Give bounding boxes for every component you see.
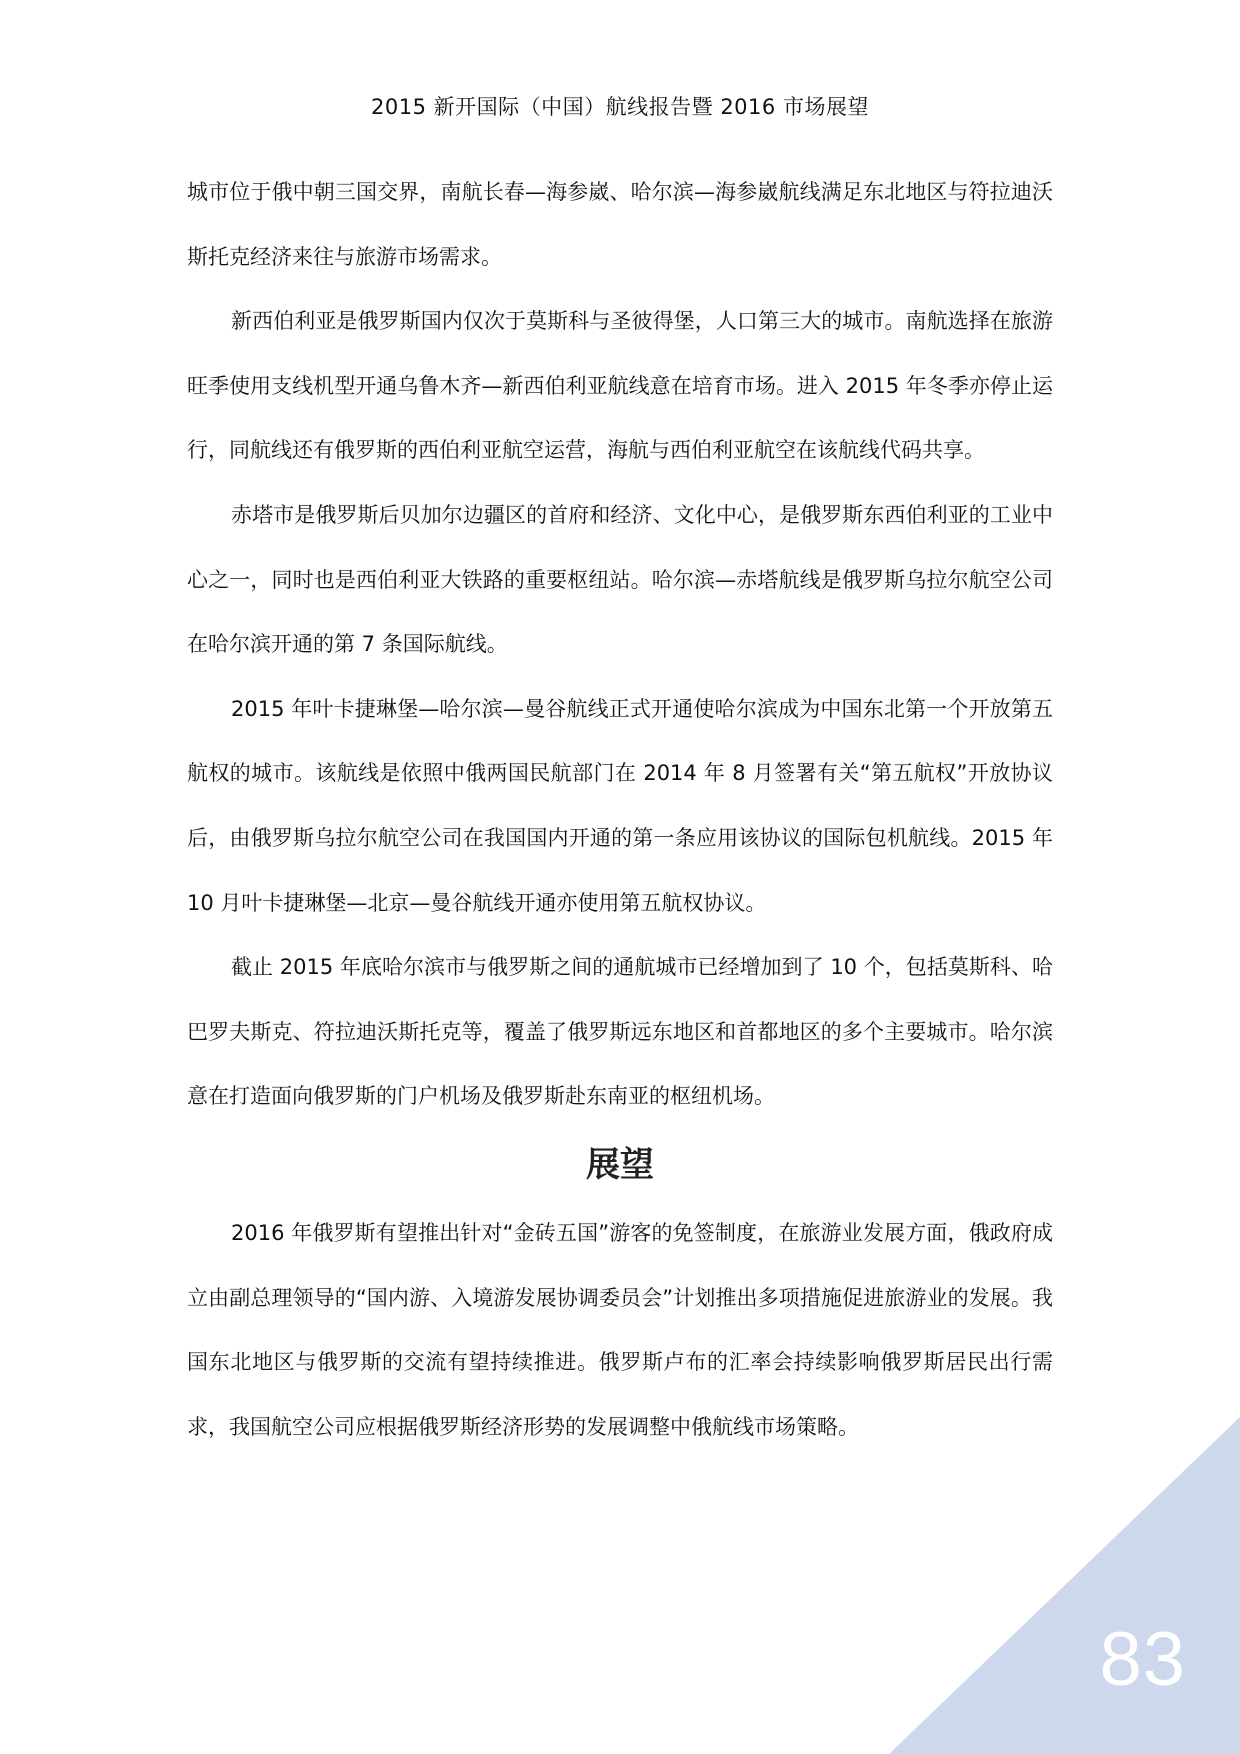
page-number: 83: [1099, 1617, 1186, 1702]
body-text: [187, 160, 1053, 1459]
paragraph-fifth-freedom: 2015 年叶卡捷琳堡—哈尔滨—曼谷航线正式开通使哈尔滨成为中国东北第一个开放第五航权的城市。该航线是依照中俄两国民航部门在 2014 年 8 月签署有关“第五航权”开放协议后，由俄罗斯乌拉尔航空公司在我国国内开通的第一条应用该协议的国际包机航线。2015 年 10 月叶卡捷琳堡—北京—曼谷航线开通亦使用第五航权协议。: [187, 696, 1053, 915]
running-header: 2015 新开国际（中国）航线报告暨 2016 市场展望: [371, 95, 869, 119]
paragraph-novosibirsk: 新西伯利亚是俄罗斯国内仅次于莫斯科与圣彼得堡，人口第三大的城市。南航选择在旅游旺季使用支线机型开通乌鲁木齐—新西伯利亚航线意在培育市场。进入 2015 年冬季亦停止运行，同航线还有俄罗斯的西伯利亚航空运营，海航与西伯利亚航空在该航线代码共享。: [187, 309, 1053, 463]
outlook-heading: 展望: [586, 1144, 654, 1185]
paragraph-harbin-summary: 截止 2015 年底哈尔滨市与俄罗斯之间的通航城市已经增加到了 10 个，包括莫斯科、哈巴罗夫斯克、符拉迪沃斯托克等，覆盖了俄罗斯远东地区和首都地区的多个主要城市。哈尔滨意在打造面向俄罗斯的门户机场及俄罗斯赴东南亚的枢纽机场。: [187, 955, 1053, 1109]
paragraph-chita: 赤塔市是俄罗斯后贝加尔边疆区的首府和经济、文化中心，是俄罗斯东西伯利亚的工业中心之一，同时也是西伯利亚大铁路的重要枢纽站。哈尔滨—赤塔航线是俄罗斯乌拉尔航空公司在哈尔滨开通的第 7 条国际航线。: [187, 502, 1053, 657]
paragraph-vladivostok-routes: 城市位于俄中朝三国交界，南航长春—海参崴、哈尔滨—海参崴航线满足东北地区与符拉迪沃斯托克经济来往与旅游市场需求。: [187, 180, 1053, 269]
corner-triangle-decoration: [889, 1417, 1240, 1754]
outlook-paragraph: 2016 年俄罗斯有望推出针对“金砖五国”游客的免签制度，在旅游业发展方面，俄政府成立由副总理领导的“国内游、入境游发展协调委员会”计划推出多项措施促进旅游业的发展。我国东北地区与俄罗斯的交流有望持续推进。俄罗斯卢布的汇率会持续影响俄罗斯居民出行需求，我国航空公司应根据俄罗斯经济形势的发展调整中俄航线市场策略。: [187, 1220, 1053, 1439]
